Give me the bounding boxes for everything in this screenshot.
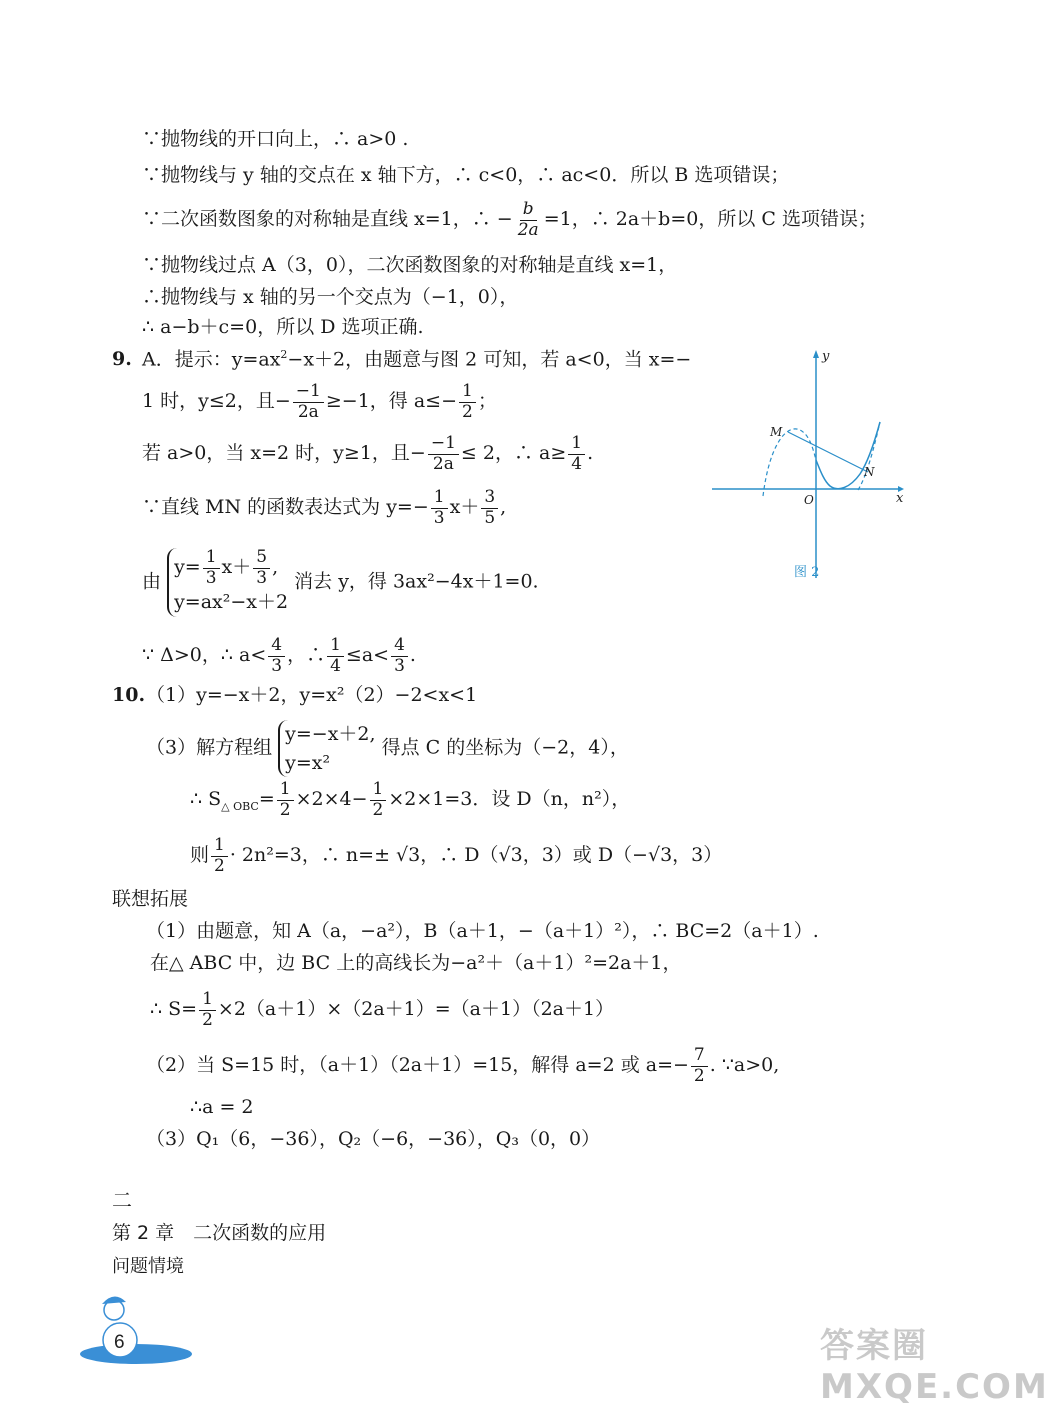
ext-line-5: ∴a = 2 xyxy=(190,1096,254,1118)
ext-line-3: ∴ S= $\frac{1}{2}$ ×2（a＋1）×（2a＋1）=（a＋1）（2a＋1） xyxy=(150,989,615,1030)
line-6: ∴ a−b＋c=0，所以 D 选项正确. xyxy=(142,316,424,338)
line-3-b: =1，∴ 2a＋b=0，所以 C 选项错误； xyxy=(543,208,877,231)
fraction: $\frac{1}{3}$ xyxy=(431,488,448,528)
m-label: M xyxy=(770,425,783,439)
y-axis-arrow xyxy=(813,350,819,358)
line-mn xyxy=(788,432,868,472)
ext-line-6: （3）Q₁（6，−36），Q₂（−6，−36），Q₃（0，0） xyxy=(146,1128,601,1150)
fraction: $\frac{1}{2}$ xyxy=(211,836,228,876)
fraction: $\frac{5}{3}$ xyxy=(253,548,270,588)
y-label: y xyxy=(822,349,830,364)
line-3 xyxy=(142,200,877,240)
question-9-number: 9. xyxy=(112,348,132,370)
equation-system: y=−x＋2, y=x² xyxy=(278,720,375,777)
fraction: $\frac{1}{2}$ xyxy=(370,780,387,820)
n-label: N xyxy=(864,465,875,479)
fraction: $\frac{-1}{2a}$ xyxy=(428,434,459,474)
figure-caption: 图 2 xyxy=(794,565,820,580)
line-5: ∴抛物线与 x 轴的另一个交点为（−1，0）， xyxy=(142,286,519,308)
x-label: x xyxy=(896,491,904,506)
section-heading: 联想拓展 xyxy=(112,888,189,910)
fraction: $\frac{3}{5}$ xyxy=(481,488,498,528)
line-2: ∵抛物线与 y 轴的交点在 x 轴下方，∴ c<0，∴ ac<0．所以 B 选项错误； xyxy=(142,164,790,186)
fraction: $\frac{b}{2a}$ xyxy=(517,199,539,240)
equation-system: y= $\frac{1}{3}$ x＋ $\frac{5}{3}$ , y=ax²−x＋2 xyxy=(167,548,288,617)
fraction: $\frac{-1}{2a}$ xyxy=(293,382,324,422)
q10-line-4: 则 $\frac{1}{2}$ · 2n²=3，∴ n=± √3，∴ D（√3，3）或 D（−√3，3） xyxy=(190,835,723,876)
q10-line-3: ∴ $S_{\triangle OBC}=$ $\frac{1}{2}$ ×2×4− $\frac{1}{2}$ ×2×1=3．设 D（n，n²）， xyxy=(190,779,631,820)
q10-line-1: （1）y=−x＋2，y=x²（2）−2<x<1 xyxy=(146,684,478,706)
q9-line-2: 1 时，y≤2，且− $\frac{-1}{2a}$ ≥−1，得 a≤− $\frac{1}{2}$ ； xyxy=(142,381,497,422)
fraction: $\frac{1}{2}$ xyxy=(199,990,216,1030)
ext-line-1: （1）由题意，知 A（a，−a²），B（a＋1，−（a＋1）²），∴ BC=2（a＋1）. xyxy=(146,920,819,942)
question-10-number: 10. xyxy=(112,684,146,706)
snowman-hat xyxy=(102,1296,126,1304)
page-number-badge xyxy=(76,1288,196,1368)
fraction: $\frac{1}{2}$ xyxy=(459,382,476,422)
figure-2 xyxy=(708,346,908,586)
line-3-a: ∵二次函数图象的对称轴是直线 x=1，∴ − xyxy=(142,208,513,231)
fraction: $\frac{1}{3}$ xyxy=(203,548,220,588)
section-mark: 二 xyxy=(112,1188,132,1212)
ext-line-4: （2）当 S=15 时，（a＋1）（2a＋1）=15，解得 a=2 或 a=− $\frac{7}{2}$ . ∵a>0, xyxy=(146,1045,780,1086)
fraction: $\frac{4}{3}$ xyxy=(391,636,408,676)
fraction: $\frac{7}{2}$ xyxy=(691,1046,708,1086)
q9-line-4: ∵直线 MN 的函数表达式为 y=− $\frac{1}{3}$ x＋ $\frac{3}{5}$ , xyxy=(142,487,507,528)
line-1: ∵抛物线的开口向上，∴ a>0 . xyxy=(142,128,409,150)
q9-line-6: ∵ Δ>0，∴ a< $\frac{4}{3}$ ，∴ $\frac{1}{4}$ ≤a< $\frac{4}{3}$ . xyxy=(142,635,416,676)
q9-line-1: A．提示：$y=ax^2-x+2$，由题意与图 2 可知，若 a<0，当 x=− xyxy=(142,348,692,371)
fraction: $\frac{1}{2}$ xyxy=(277,780,294,820)
fraction: $\frac{1}{4}$ xyxy=(568,434,585,474)
q10-line-2: （3）解方程组 y=−x＋2, y=x² 得点 C 的坐标为（−2，4）， xyxy=(146,720,629,777)
subsection-title: 问题情境 xyxy=(112,1256,184,1277)
line-4: ∵抛物线过点 A（3，0），二次函数图象的对称轴是直线 x=1， xyxy=(142,254,678,276)
q9-line-5: 由 y= $\frac{1}{3}$ x＋ $\frac{5}{3}$ , y=ax²−x＋2 消去 y，得 3ax²−4x＋1=0. xyxy=(142,548,539,617)
fraction: $\frac{1}{4}$ xyxy=(327,636,344,676)
chapter-title: 第 2 章 二次函数的应用 xyxy=(112,1222,327,1244)
ext-line-2: 在△ ABC 中，边 BC 上的高线长为−a²＋（a＋1）²=2a＋1， xyxy=(150,952,682,974)
origin-label: O xyxy=(804,493,814,507)
watermark: 答案圈 MXQE.COM xyxy=(820,1326,1049,1407)
page-number: 6 xyxy=(114,1332,125,1353)
fraction: $\frac{4}{3}$ xyxy=(268,636,285,676)
q9-line-3: 若 a>0，当 x=2 时，y≥1，且− $\frac{-1}{2a}$ ≤ 2，∴ a≥ $\frac{1}{4}$ . xyxy=(142,433,594,474)
